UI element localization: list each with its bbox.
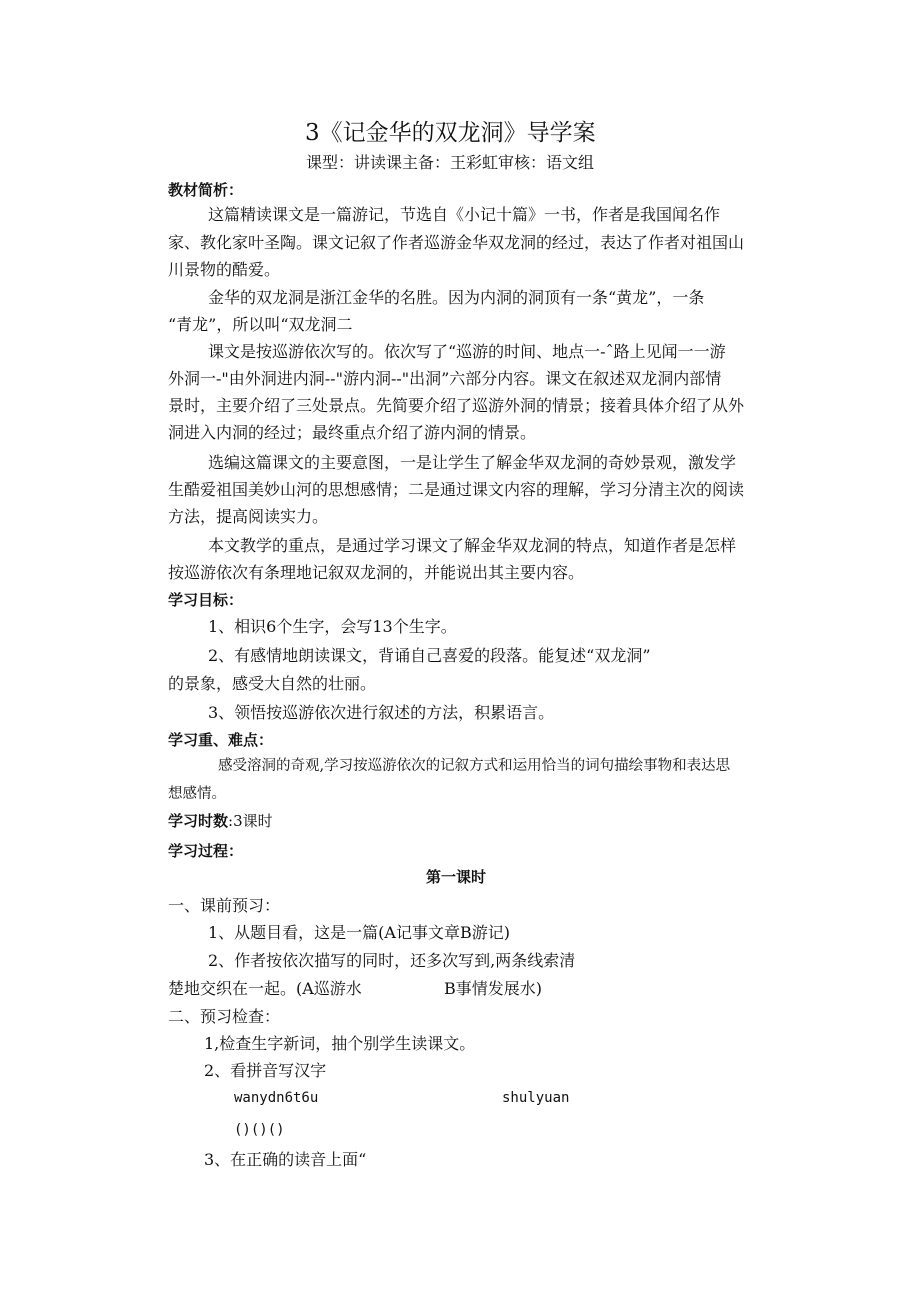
goal-item: 的景象，感受大自然的壮丽。 [168,674,377,693]
process-line: 1,检查生字新词，抽个别学生读课文。 [204,1034,476,1053]
paragraph-line: 生酷爱祖国美妙山河的思想感情；二是通过课文内容的理解，学习分清主次的阅读 [168,480,745,499]
process-line: 3、在正确的读音上面“ [204,1150,367,1169]
section-heading-hours: 学习时数 [168,812,229,830]
paragraph-line: “青龙”，所以叫“双龙洞二 [168,315,353,334]
paragraph-line: 课文是按巡游依次写的。依次写了“巡游的时间、地点一-ˆ路上见闻一一游 [208,342,726,361]
process-line: 1、从题目看，这是一篇(A记事文章B游记) [208,923,510,942]
process-line: 一、课前预习： [168,896,281,915]
section-heading-analysis: 教材简析： [168,181,244,199]
goal-item: 2、有感情地朗读课文，背诵自己喜爱的段落。能复述“双龙洞” [208,646,651,665]
answer-blanks: ()()() [234,1122,285,1138]
paragraph-line: 本文教学的重点，是通过学习课文了解金华双龙洞的特点，知道作者是怎样 [208,536,737,555]
paragraph-line: 按巡游依次有条理地记叙双龙洞的，并能说出其主要内容。 [168,563,585,582]
process-line: 2、看拼音写汉字 [204,1061,327,1080]
section-heading-goals: 学习目标： [168,591,244,609]
pinyin-1: wanydn6t6u [234,1090,319,1106]
paragraph-line: 感受溶洞的奇观,学习按巡游依次的记叙方式和运用恰当的词句描绘事物和表达思 [218,758,731,774]
paragraph-line: 想感情。 [168,786,226,802]
page-title: 3《记金华的双龙洞》导学案 [305,120,596,146]
process-line: 楚地交织在一起。(A巡游水 [168,979,362,998]
section-heading-process: 学习过程： [168,842,244,860]
lesson-title: 第一课时 [426,868,487,886]
study-hours [168,810,273,831]
paragraph-line: 这篇精读课文是一篇游记，节选自《小记十篇》一书，作者是我国闻名作 [208,205,721,224]
study-hours-value: :3课时 [228,812,273,830]
paragraph-line: 景时，主要介绍了三处景点。先简要介绍了巡游外洞的情景；接着具体介绍了从外 [168,396,745,415]
paragraph-line: 川景物的酷爱。 [168,260,281,279]
process-line: 二、预习检查： [168,1007,281,1026]
paragraph-line: 选编这篇课文的主要意图，一是让学生了解金华双龙洞的奇妙景观，激发学 [208,453,737,472]
section-heading-key-points: 学习重、难点： [168,731,274,749]
pinyin-2: shulyuan [502,1090,570,1106]
goal-item: 3、领悟按巡游依次进行叙述的方法，积累语言。 [208,703,555,722]
paragraph-line: 洞进入内洞的经过；最终重点介绍了游内洞的情景。 [168,423,537,442]
process-line: 2、作者按依次描写的同时，还多次写到,两条线索清 [208,951,576,970]
process-line: B事情发展水) [444,979,543,998]
paragraph-line: 金华的双龙洞是浙江金华的名胜。因为内洞的洞顶有一条“黄龙”，一条 [208,288,705,307]
paragraph-line: 外洞一-"由外洞进内洞--"游内洞--"出洞”六部分内容。课文在叙述双龙洞内部情 [168,369,722,388]
goal-item: 1、相识6个生字，会写13个生字。 [208,617,457,636]
paragraph-line: 家、教化家叶圣陶。课文记叙了作者巡游金华双龙洞的经过，表达了作者对祖国山 [168,233,745,252]
doc-meta: 课型：讲读课主备：王彩虹审核：语文组 [306,153,595,172]
paragraph-line: 方法，提高阅读实力。 [168,507,329,526]
